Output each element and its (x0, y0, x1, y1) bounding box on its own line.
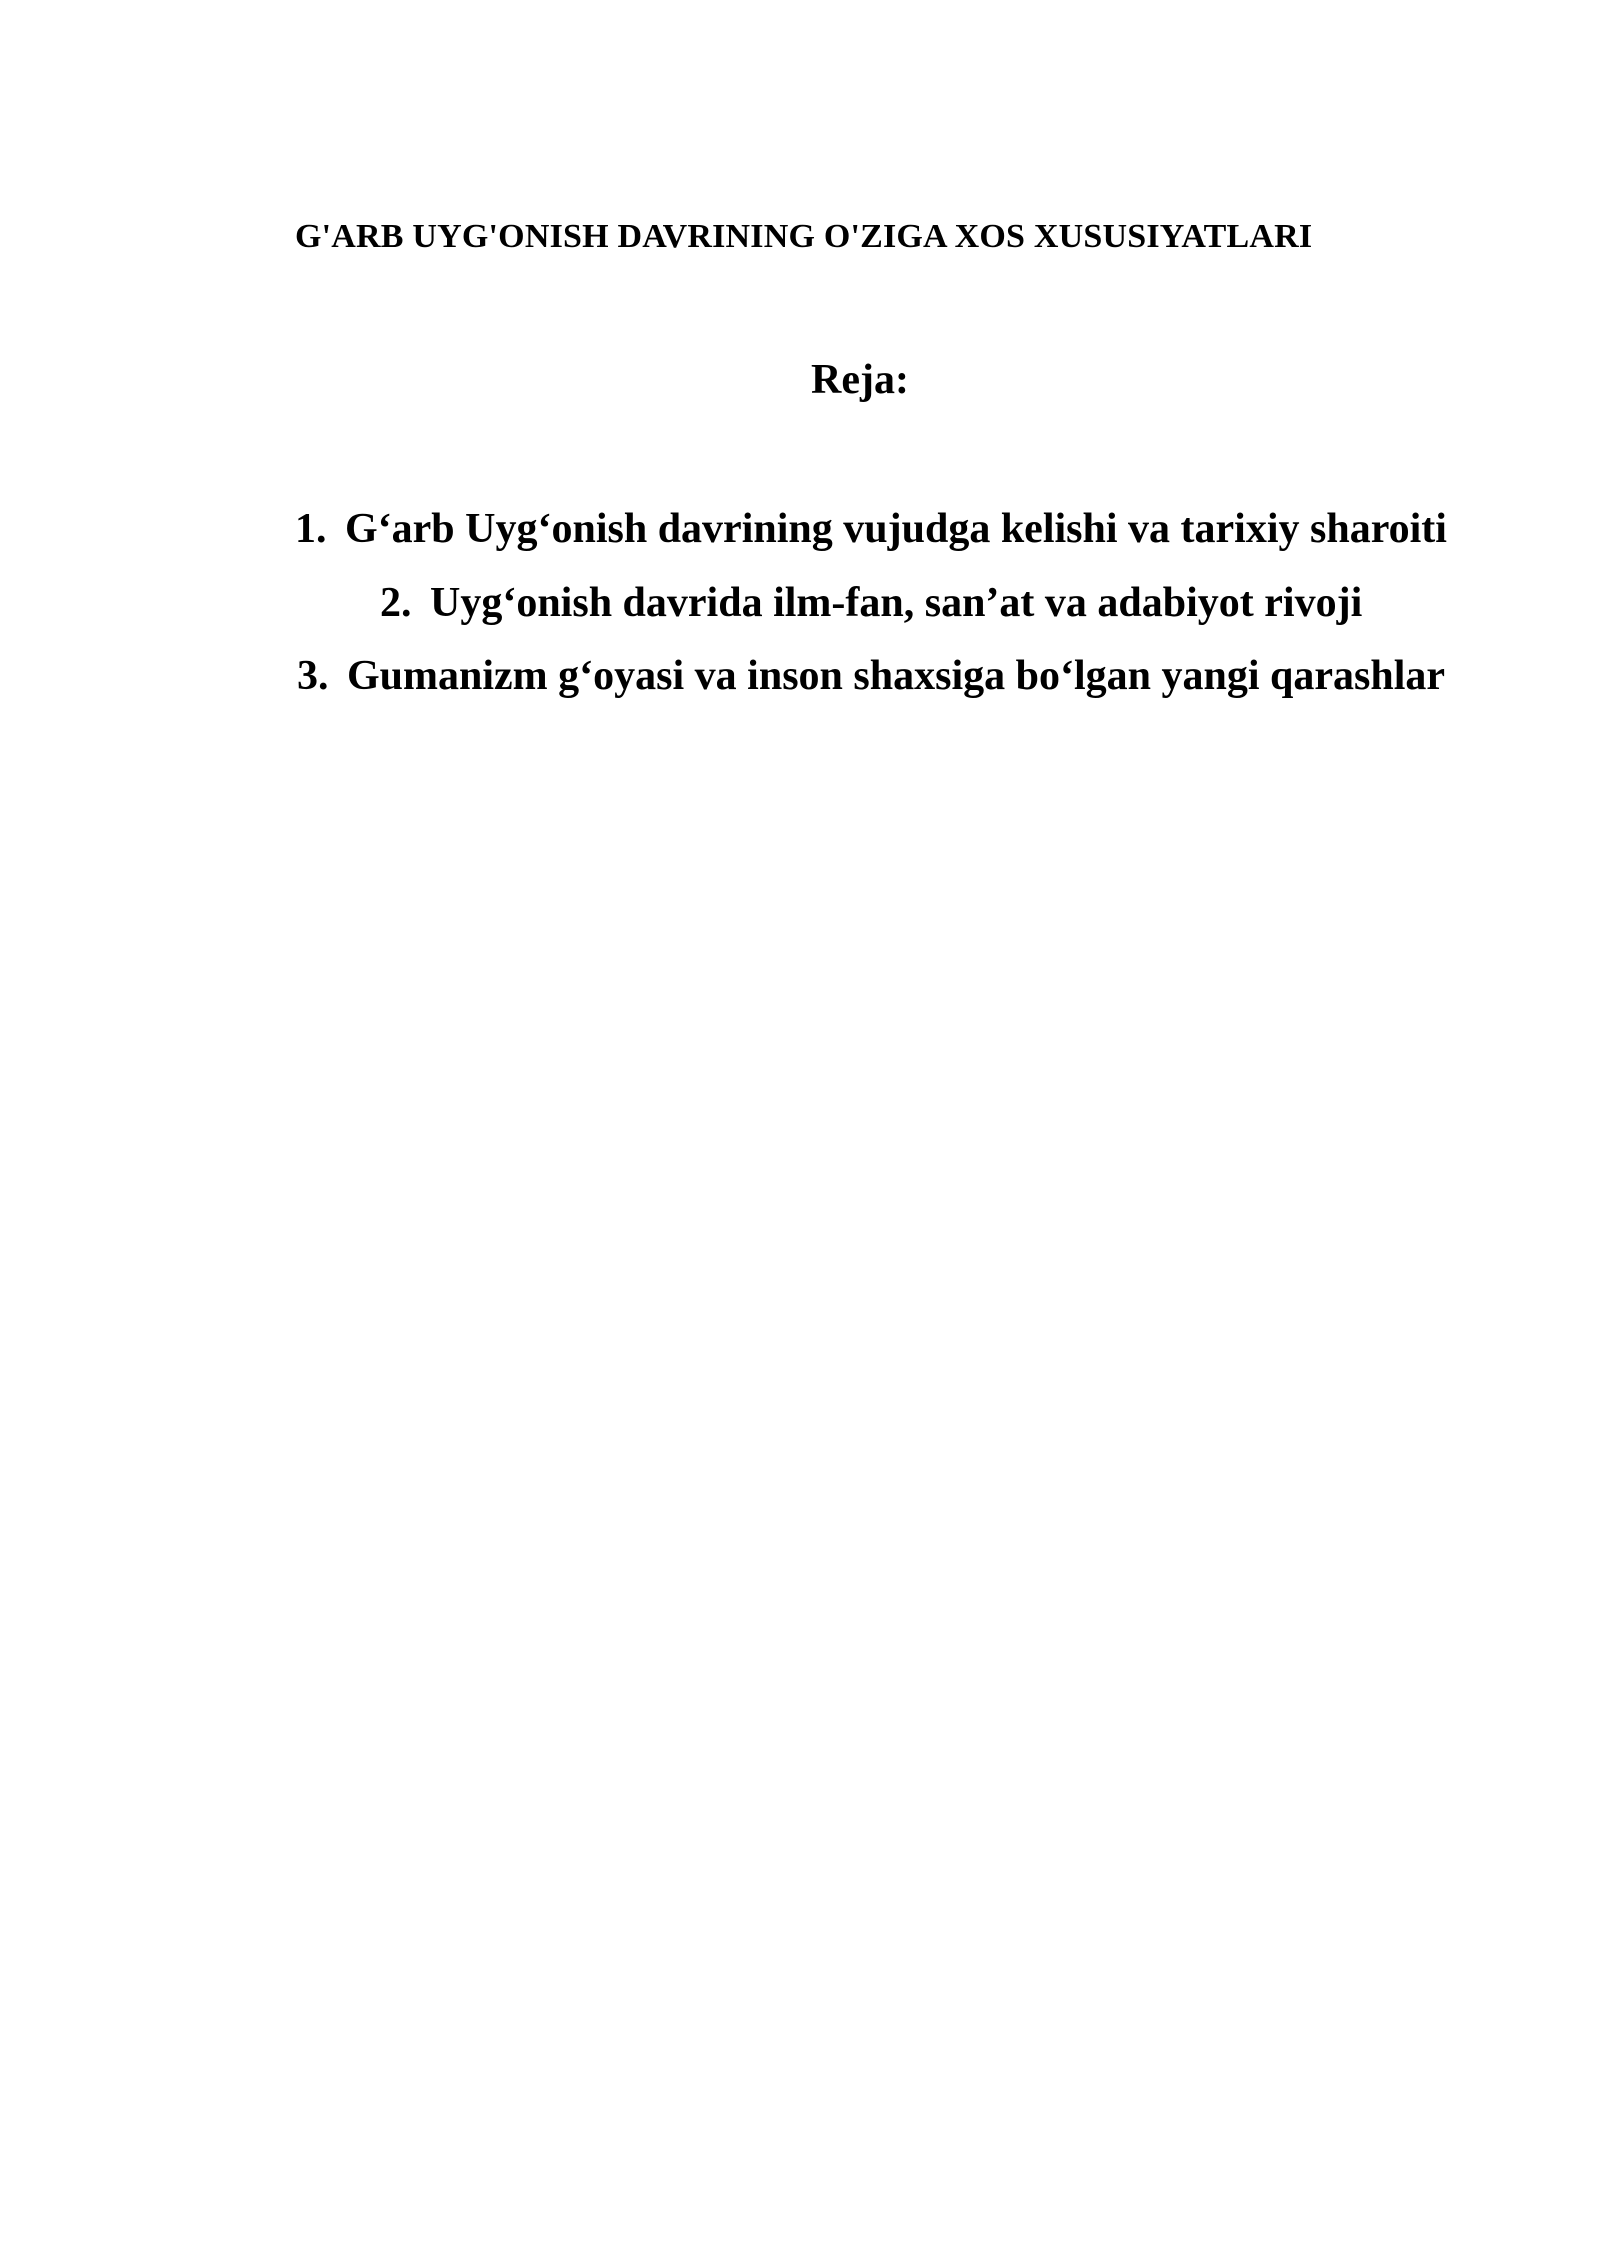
plan-item-number: 1. (295, 506, 327, 552)
plan-item-number: 3. (297, 653, 329, 699)
plan-item-number: 2. (380, 580, 412, 626)
plan-item (295, 508, 1447, 550)
plan-heading: Reja: (811, 357, 909, 403)
plan-item-text: Gumanizm g‘oyasi va inson shaxsiga bo‘lgan yangi qarashlar (347, 653, 1446, 699)
plan-item-text: G‘arb Uyg‘onish davrining vujudga kelishi va tarixiy sharoiti (345, 506, 1447, 552)
document-title: G'ARB UYG'ONISH DAVRINING O'ZIGA XOS XUSUSIYATLARI (295, 218, 1313, 255)
plan-item (297, 655, 1445, 697)
plan-item-text: Uyg‘onish davrida ilm-fan, san’at va adabiyot rivoji (430, 580, 1363, 626)
plan-item (380, 582, 1362, 624)
